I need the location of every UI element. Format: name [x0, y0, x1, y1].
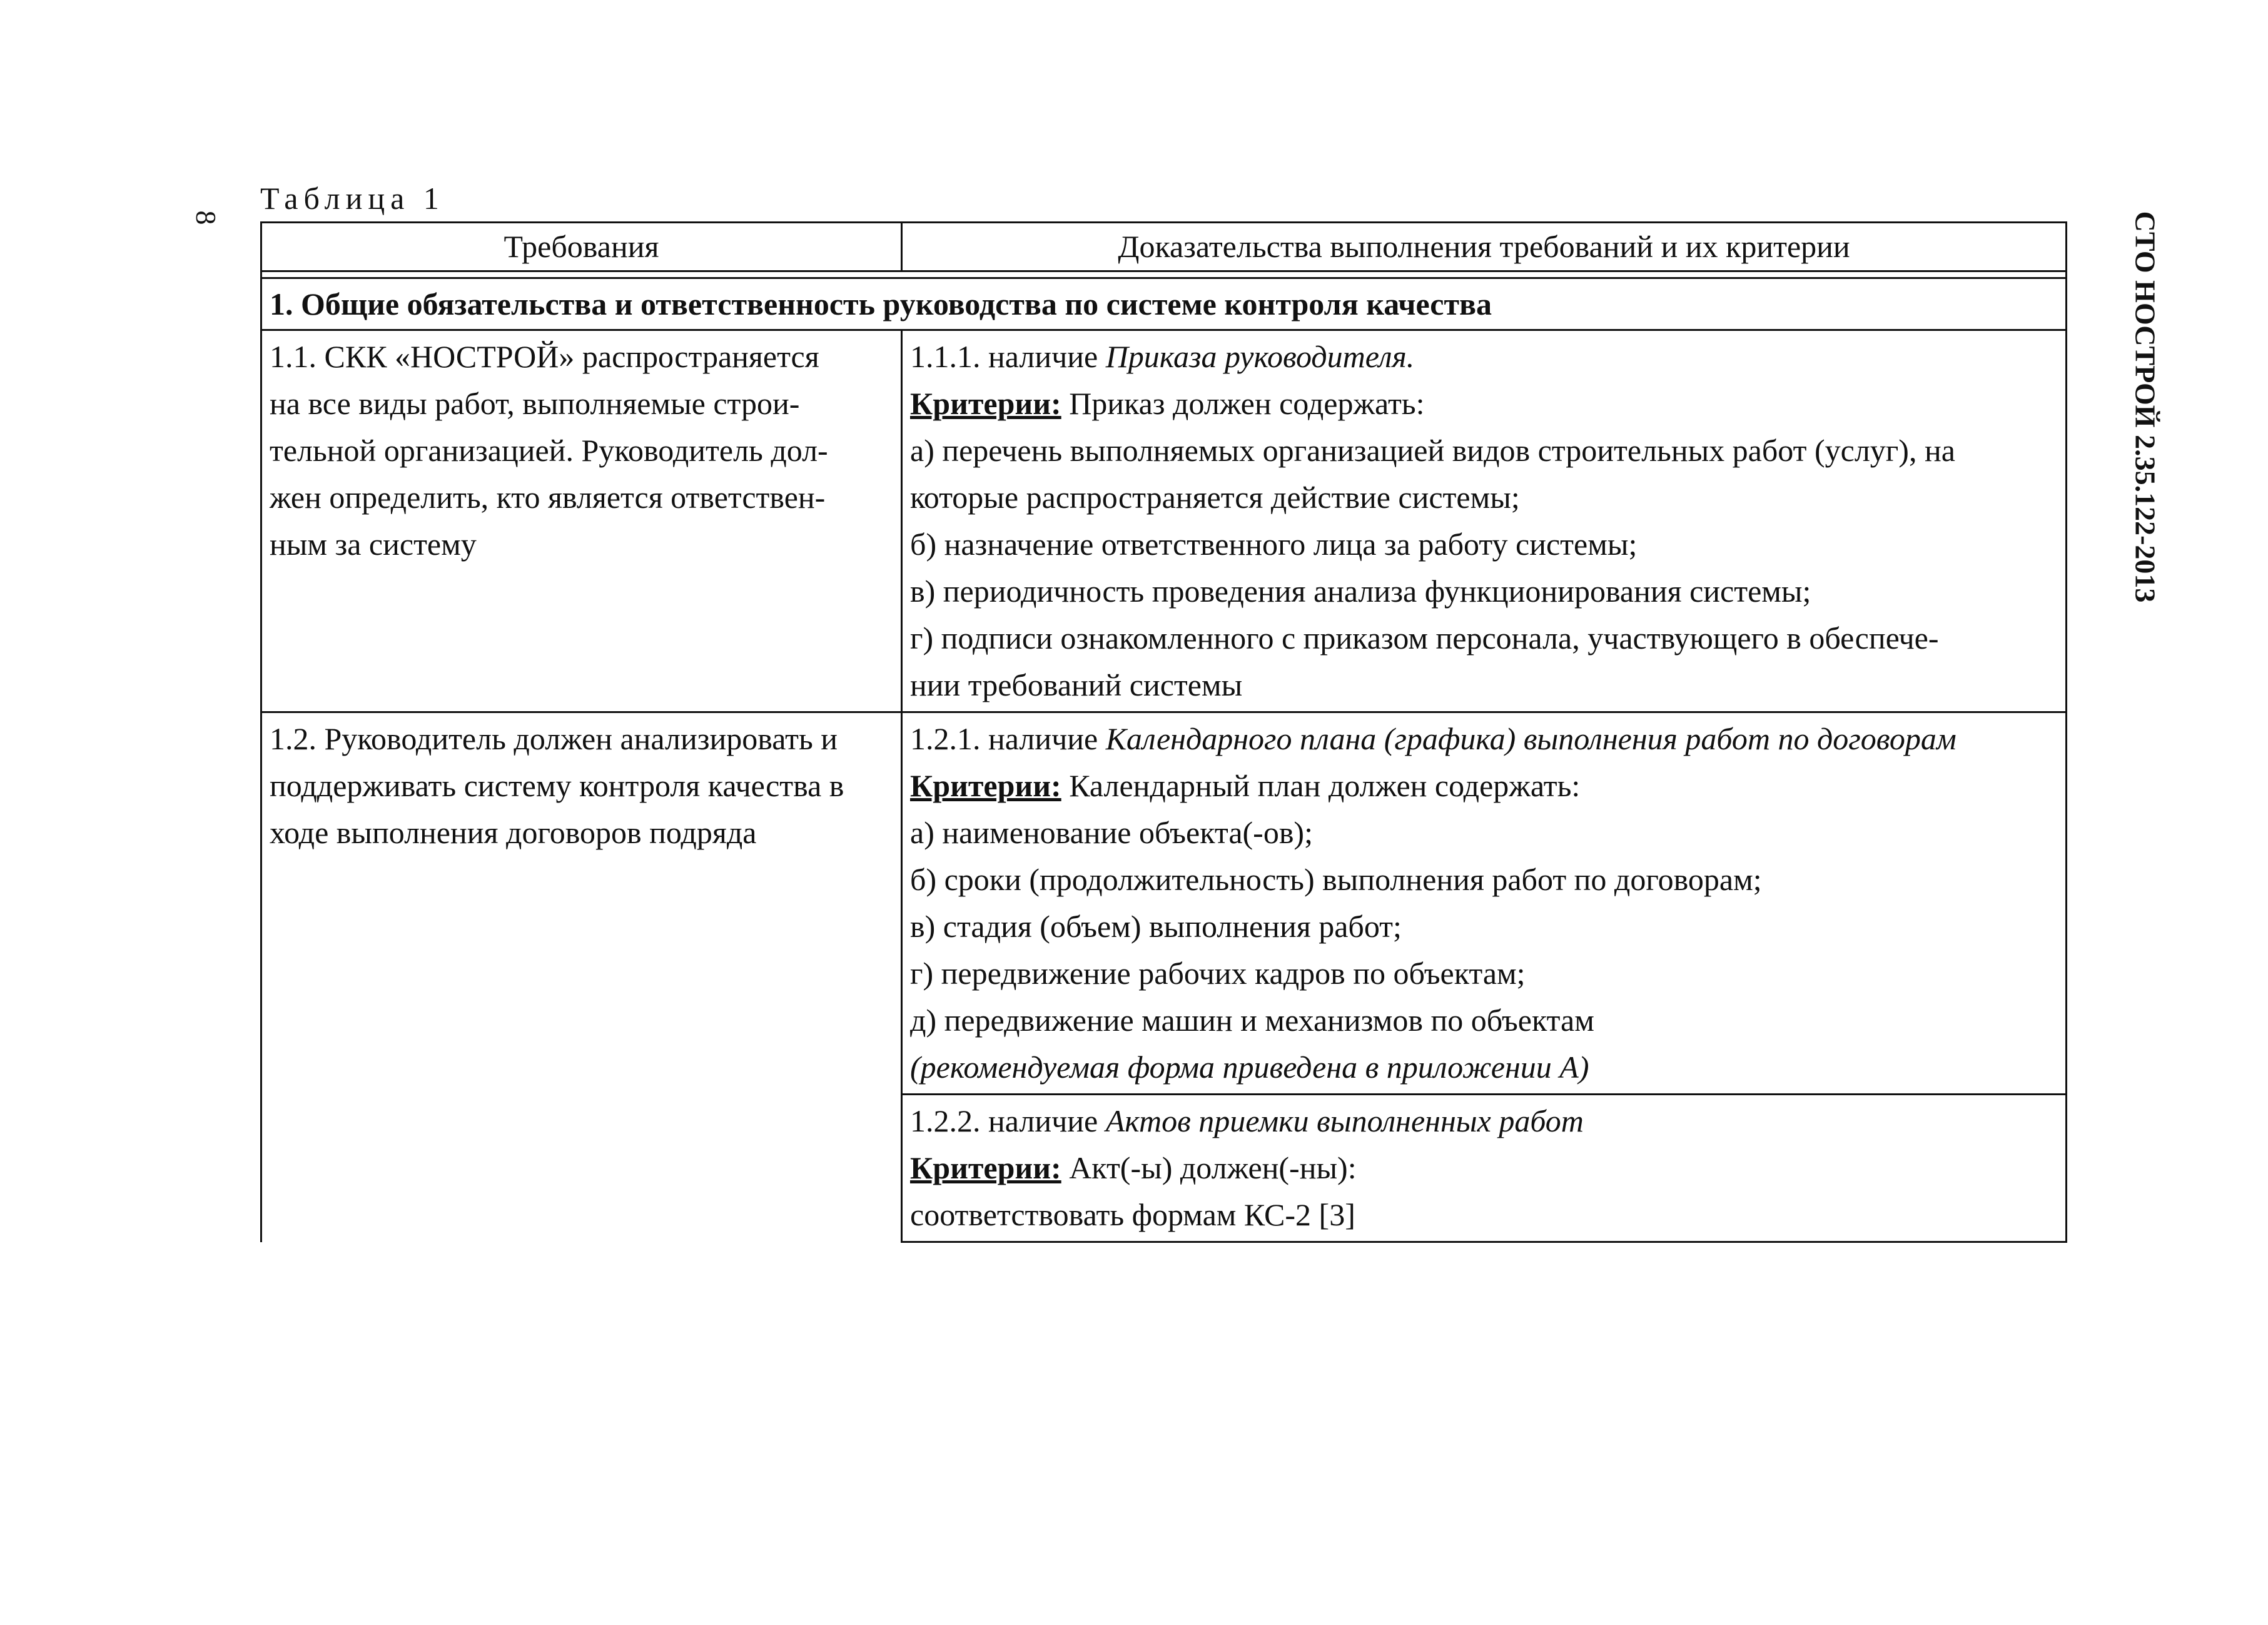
evidence-document-name: Актов приемки выполненных работ: [1105, 1103, 1584, 1138]
page-number: 8: [190, 210, 223, 225]
section-row: [261, 278, 2067, 330]
criteria-line: Критерии: Акт(-ы) должен(-ны):: [910, 1150, 1357, 1185]
criteria-line: Критерии: Календарный план должен содержать:: [910, 768, 1581, 803]
table-row: [261, 712, 2067, 1095]
requirement-line: 1.1. СКК «НОСТРОЙ» распространяется: [270, 339, 819, 374]
criteria-item: в) периодичность проведения анализа функционирования системы;: [910, 574, 1811, 609]
criteria-item: б) назначение ответственного лица за работу системы;: [910, 527, 1638, 562]
criteria-item: а) перечень выполняемых организацией видов строительных работ (услуг), на: [910, 433, 1955, 468]
criteria-label: Критерии:: [910, 1150, 1061, 1185]
criteria-item: д) передвижение машин и механизмов по объектам: [910, 1003, 1594, 1038]
requirement-line: поддерживать систему контроля качества в: [270, 768, 844, 803]
evidence-cell: [902, 712, 2067, 1095]
criteria-label: Критерии:: [910, 386, 1061, 421]
table-row: [261, 330, 2067, 712]
evidence-cell: [902, 330, 2067, 712]
header-row: [261, 223, 2067, 271]
evidence-cell: [902, 1095, 2067, 1242]
criteria-item: соответствовать формам КС-2 [3]: [910, 1197, 1355, 1232]
requirements-table: [260, 221, 2067, 1243]
criteria-item: которые распространяется действие системы;: [910, 480, 1520, 515]
criteria-item: а) наименование объекта(-ов);: [910, 815, 1313, 850]
criteria-item: нии требований системы: [910, 667, 1243, 702]
requirement-cell: [261, 330, 902, 712]
evidence-item-heading: 1.2.2. наличие Актов приемки выполненных работ: [910, 1103, 1584, 1138]
criteria-item: г) подписи ознакомленного с приказом персонала, участвующего в обеспече-: [910, 620, 1939, 656]
appendix-note: (рекомендуемая форма приведена в приложении А): [910, 1050, 1589, 1085]
criteria-line: Критерии: Приказ должен содержать:: [910, 386, 1425, 421]
requirement-cell: [261, 712, 902, 1242]
requirement-line: на все виды работ, выполняемые строи-: [270, 386, 800, 421]
requirement-line: 1.2. Руководитель должен анализировать и: [270, 721, 838, 756]
header-evidence: Доказательства выполнения требований и их критерии: [902, 223, 2067, 271]
table-caption: Таблица 1: [260, 181, 445, 216]
requirement-line: ходе выполнения договоров подряда: [270, 815, 757, 850]
evidence-item-heading: 1.1.1. наличие Приказа руководителя.: [910, 339, 1415, 374]
requirement-line: ным за систему: [270, 527, 477, 562]
criteria-label: Критерии:: [910, 768, 1061, 803]
requirement-line: тельной организацией. Руководитель дол-: [270, 433, 828, 468]
criteria-item: в) стадия (объем) выполнения работ;: [910, 909, 1402, 944]
section-title: 1. Общие обязательства и ответственность руководства по системе контроля качества: [261, 278, 2067, 330]
criteria-item: г) передвижение рабочих кадров по объектам;: [910, 956, 1526, 991]
header-separator: [261, 271, 2067, 278]
header-requirements: Требования: [261, 223, 902, 271]
requirement-line: жен определить, кто является ответствен-: [270, 480, 826, 515]
evidence-document-name: Приказа руководителя.: [1105, 339, 1415, 374]
evidence-item-heading: 1.2.1. наличие Календарного плана (графика) выполнения работ по договорам: [910, 721, 1957, 756]
document-code: СТО НОСТРОЙ 2.35.122-2013: [2129, 211, 2162, 602]
criteria-item: б) сроки (продолжительность) выполнения работ по договорам;: [910, 862, 1762, 897]
evidence-document-name: Календарного плана (графика) выполнения работ по договорам: [1105, 721, 1957, 756]
